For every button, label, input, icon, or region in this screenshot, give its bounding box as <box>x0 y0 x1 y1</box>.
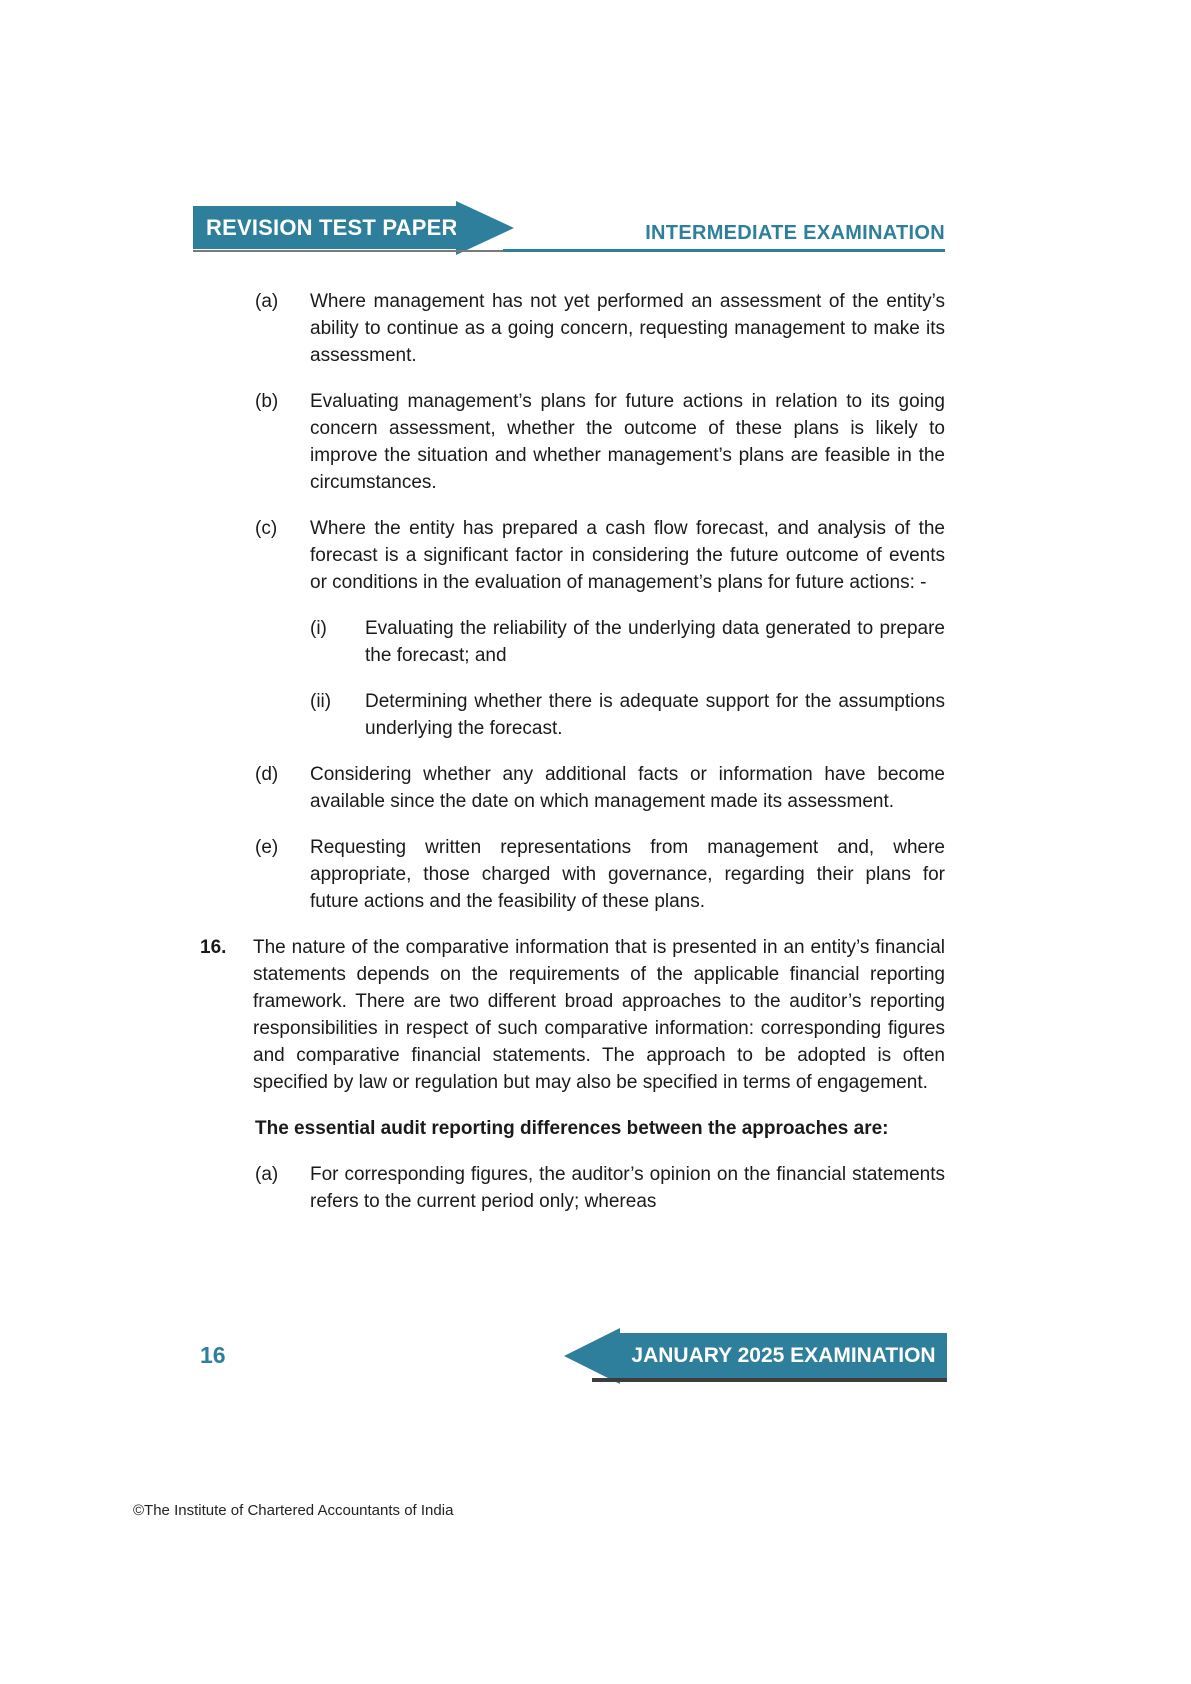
footer-arrow-icon <box>564 1328 620 1384</box>
numbered-item <box>200 934 945 1096</box>
list-item-label: (ii) <box>310 691 332 712</box>
footer-banner <box>620 1333 947 1378</box>
footer-shadow-line <box>592 1378 947 1382</box>
header-arrow-icon <box>456 201 514 255</box>
header-shadow-line <box>193 250 513 252</box>
list-item-text: Determining whether there is adequate support for the assumptions underlying the forecast. <box>365 691 945 739</box>
page-number: 16 <box>200 1342 226 1368</box>
numbered-item-label: 16. <box>200 937 227 958</box>
header-banner <box>193 206 456 249</box>
list-item <box>255 388 945 496</box>
list-item-text: Where the entity has prepared a cash flow forecast, and analysis of the forecast is a significant factor in considering the future outcome of events or conditions in the evaluation of management’s plans for future actions: - <box>310 518 945 593</box>
list-item-label: (e) <box>255 837 279 858</box>
list-item-text: Evaluating management’s plans for future actions in relation to its going concern assessment, whether the outcome of these plans is likely to improve the situation and whether management’s plans are feasible in the circumstances. <box>310 391 945 493</box>
list-item <box>255 1161 945 1215</box>
list-item-label: (d) <box>255 764 279 785</box>
list-item-label: (a) <box>255 1164 279 1185</box>
footer-banner-label: JANUARY 2025 EXAMINATION <box>631 1344 936 1367</box>
header-banner-label: REVISION TEST PAPER <box>206 215 458 240</box>
list-item-label: (c) <box>255 518 278 539</box>
list-item <box>255 761 945 815</box>
list-item-label: (i) <box>310 618 327 639</box>
list-item <box>310 688 945 742</box>
exam-title: INTERMEDIATE EXAMINATION <box>645 222 945 244</box>
list-item-text: For corresponding figures, the auditor’s opinion on the financial statements refers to the current period only; whereas <box>310 1164 945 1212</box>
list-item-label: (a) <box>255 291 279 312</box>
header-underline <box>503 249 945 252</box>
numbered-item-text: The nature of the comparative information that is presented in an entity’s financial statements depends on the requirements of the applicable financial reporting framework. There are two different broad approaches to the auditor’s reporting responsibilities in respect of such comparative information: corresponding figures and comparative financial statements. The approach to be adopted is often specified by law or regulation but may also be specified in terms of engagement. <box>253 937 945 1093</box>
copyright-notice: ©The Institute of Chartered Accountants of India <box>133 1502 454 1519</box>
list-item <box>255 515 945 596</box>
document-body <box>200 288 945 1234</box>
list-item-label: (b) <box>255 391 279 412</box>
list-item-text: Considering whether any additional facts or information have become available since the date on which management made its assessment. <box>310 764 945 812</box>
list-item <box>310 615 945 669</box>
list-item <box>255 288 945 369</box>
bold-heading: The essential audit reporting differences between the approaches are: <box>255 1118 889 1139</box>
list-item-text: Requesting written representations from management and, where appropriate, those charged with governance, regarding their plans for future actions and the feasibility of these plans. <box>310 837 945 912</box>
list-item-text: Where management has not yet performed an assessment of the entity’s ability to continue as a going concern, requesting management to make its assessment. <box>310 291 945 366</box>
list-item-text: Evaluating the reliability of the underlying data generated to prepare the forecast; and <box>365 618 945 666</box>
list-item <box>255 834 945 915</box>
